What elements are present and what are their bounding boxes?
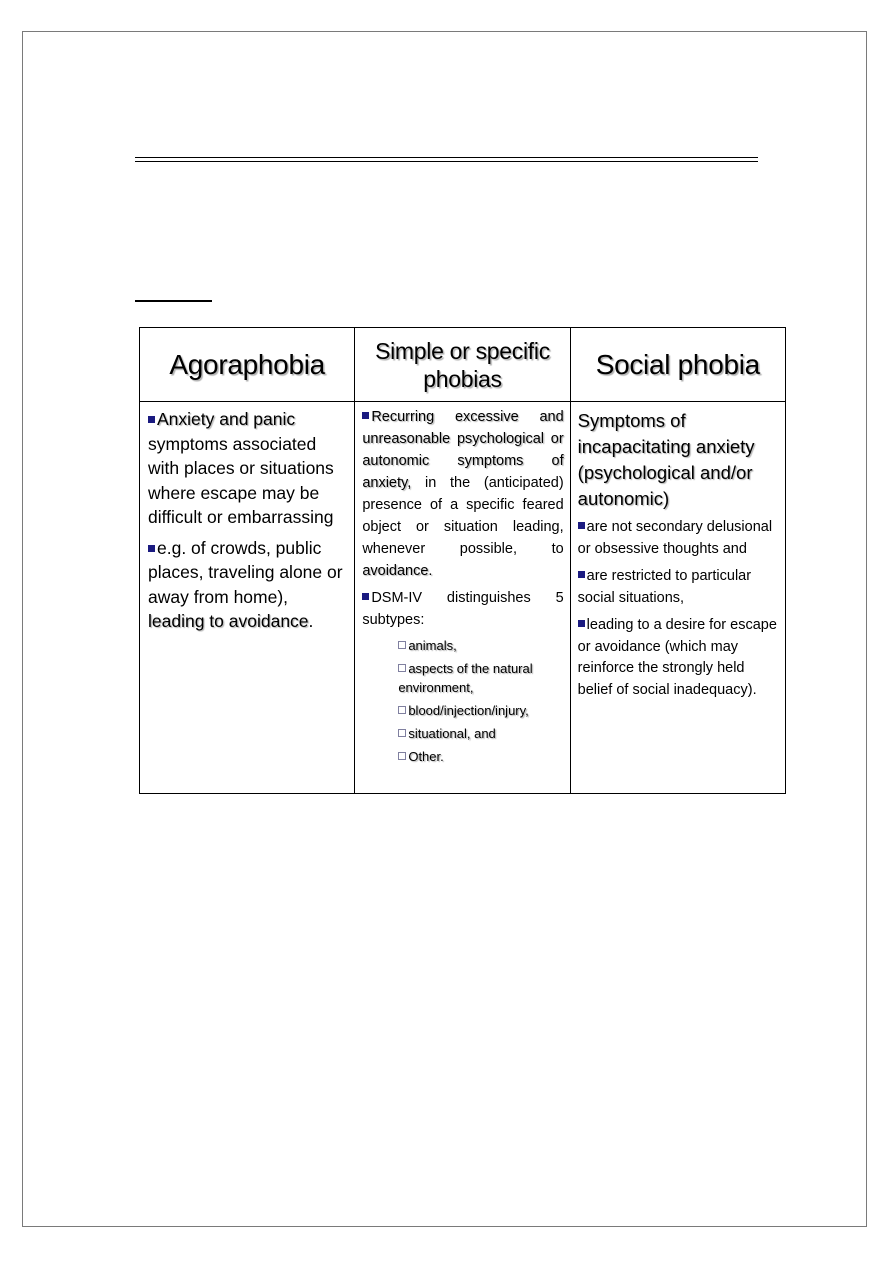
- square-bullet-icon: [362, 412, 369, 419]
- section-underline: [135, 300, 212, 302]
- hollow-square-bullet-icon: [398, 752, 406, 760]
- hollow-square-bullet-icon: [398, 664, 406, 672]
- agoraphobia-paragraph-2: e.g. of crowds, public places, traveling alone or away from home), leading to avoidance.: [148, 537, 343, 631]
- header-specific-phobias: Simple or specific phobias: [355, 328, 570, 402]
- header-social-phobia: Social phobia: [570, 328, 785, 402]
- header-agoraphobia: Agoraphobia: [140, 328, 355, 402]
- specific-paragraph-2: DSM-IV distinguishes 5 subtypes:: [362, 590, 564, 628]
- phobia-comparison-table: [139, 327, 786, 794]
- hollow-square-bullet-icon: [398, 641, 406, 649]
- list-item: situational, and: [398, 724, 563, 743]
- subtype-list: [398, 636, 563, 766]
- social-item-2: are restricted to particular social situations,: [577, 568, 752, 606]
- square-bullet-icon: [578, 620, 585, 627]
- square-bullet-icon: [148, 545, 155, 552]
- cell-agoraphobia: [140, 402, 355, 794]
- social-lead-text: Symptoms of incapacitating anxiety (psychological and/or autonomic): [577, 410, 755, 509]
- social-item-1: are not secondary delusional or obsessive thoughts and: [577, 519, 773, 557]
- hollow-square-bullet-icon: [398, 729, 406, 737]
- square-bullet-icon: [148, 416, 155, 423]
- cell-social-phobia: [570, 402, 785, 794]
- title-double-rule: [135, 157, 758, 162]
- list-item: animals,: [398, 636, 563, 655]
- table-header-row: [140, 328, 786, 402]
- list-item: aspects of the natural environment,: [398, 661, 533, 695]
- square-bullet-icon: [578, 522, 585, 529]
- table-body-row: [140, 402, 786, 794]
- list-item: Other.: [398, 747, 563, 766]
- hollow-square-bullet-icon: [398, 706, 406, 714]
- square-bullet-icon: [578, 571, 585, 578]
- square-bullet-icon: [362, 593, 369, 600]
- list-item: blood/injection/injury,: [398, 701, 563, 720]
- cell-specific-phobias: [355, 402, 570, 794]
- agoraphobia-paragraph-1: Anxiety and panic symptoms associated with places or situations where escape may be difficult or embarrassing: [148, 409, 334, 527]
- specific-paragraph-1: Recurring excessive and unreasonable psychological or autonomic symptoms of anxiety, in the (anticipated) presence of a specific feared object or situation leading, whenever possible, to avoidance.: [362, 409, 564, 579]
- social-item-3: leading to a desire for escape or avoidance (which may reinforce the strongly held belief of social inadequacy).: [577, 617, 777, 698]
